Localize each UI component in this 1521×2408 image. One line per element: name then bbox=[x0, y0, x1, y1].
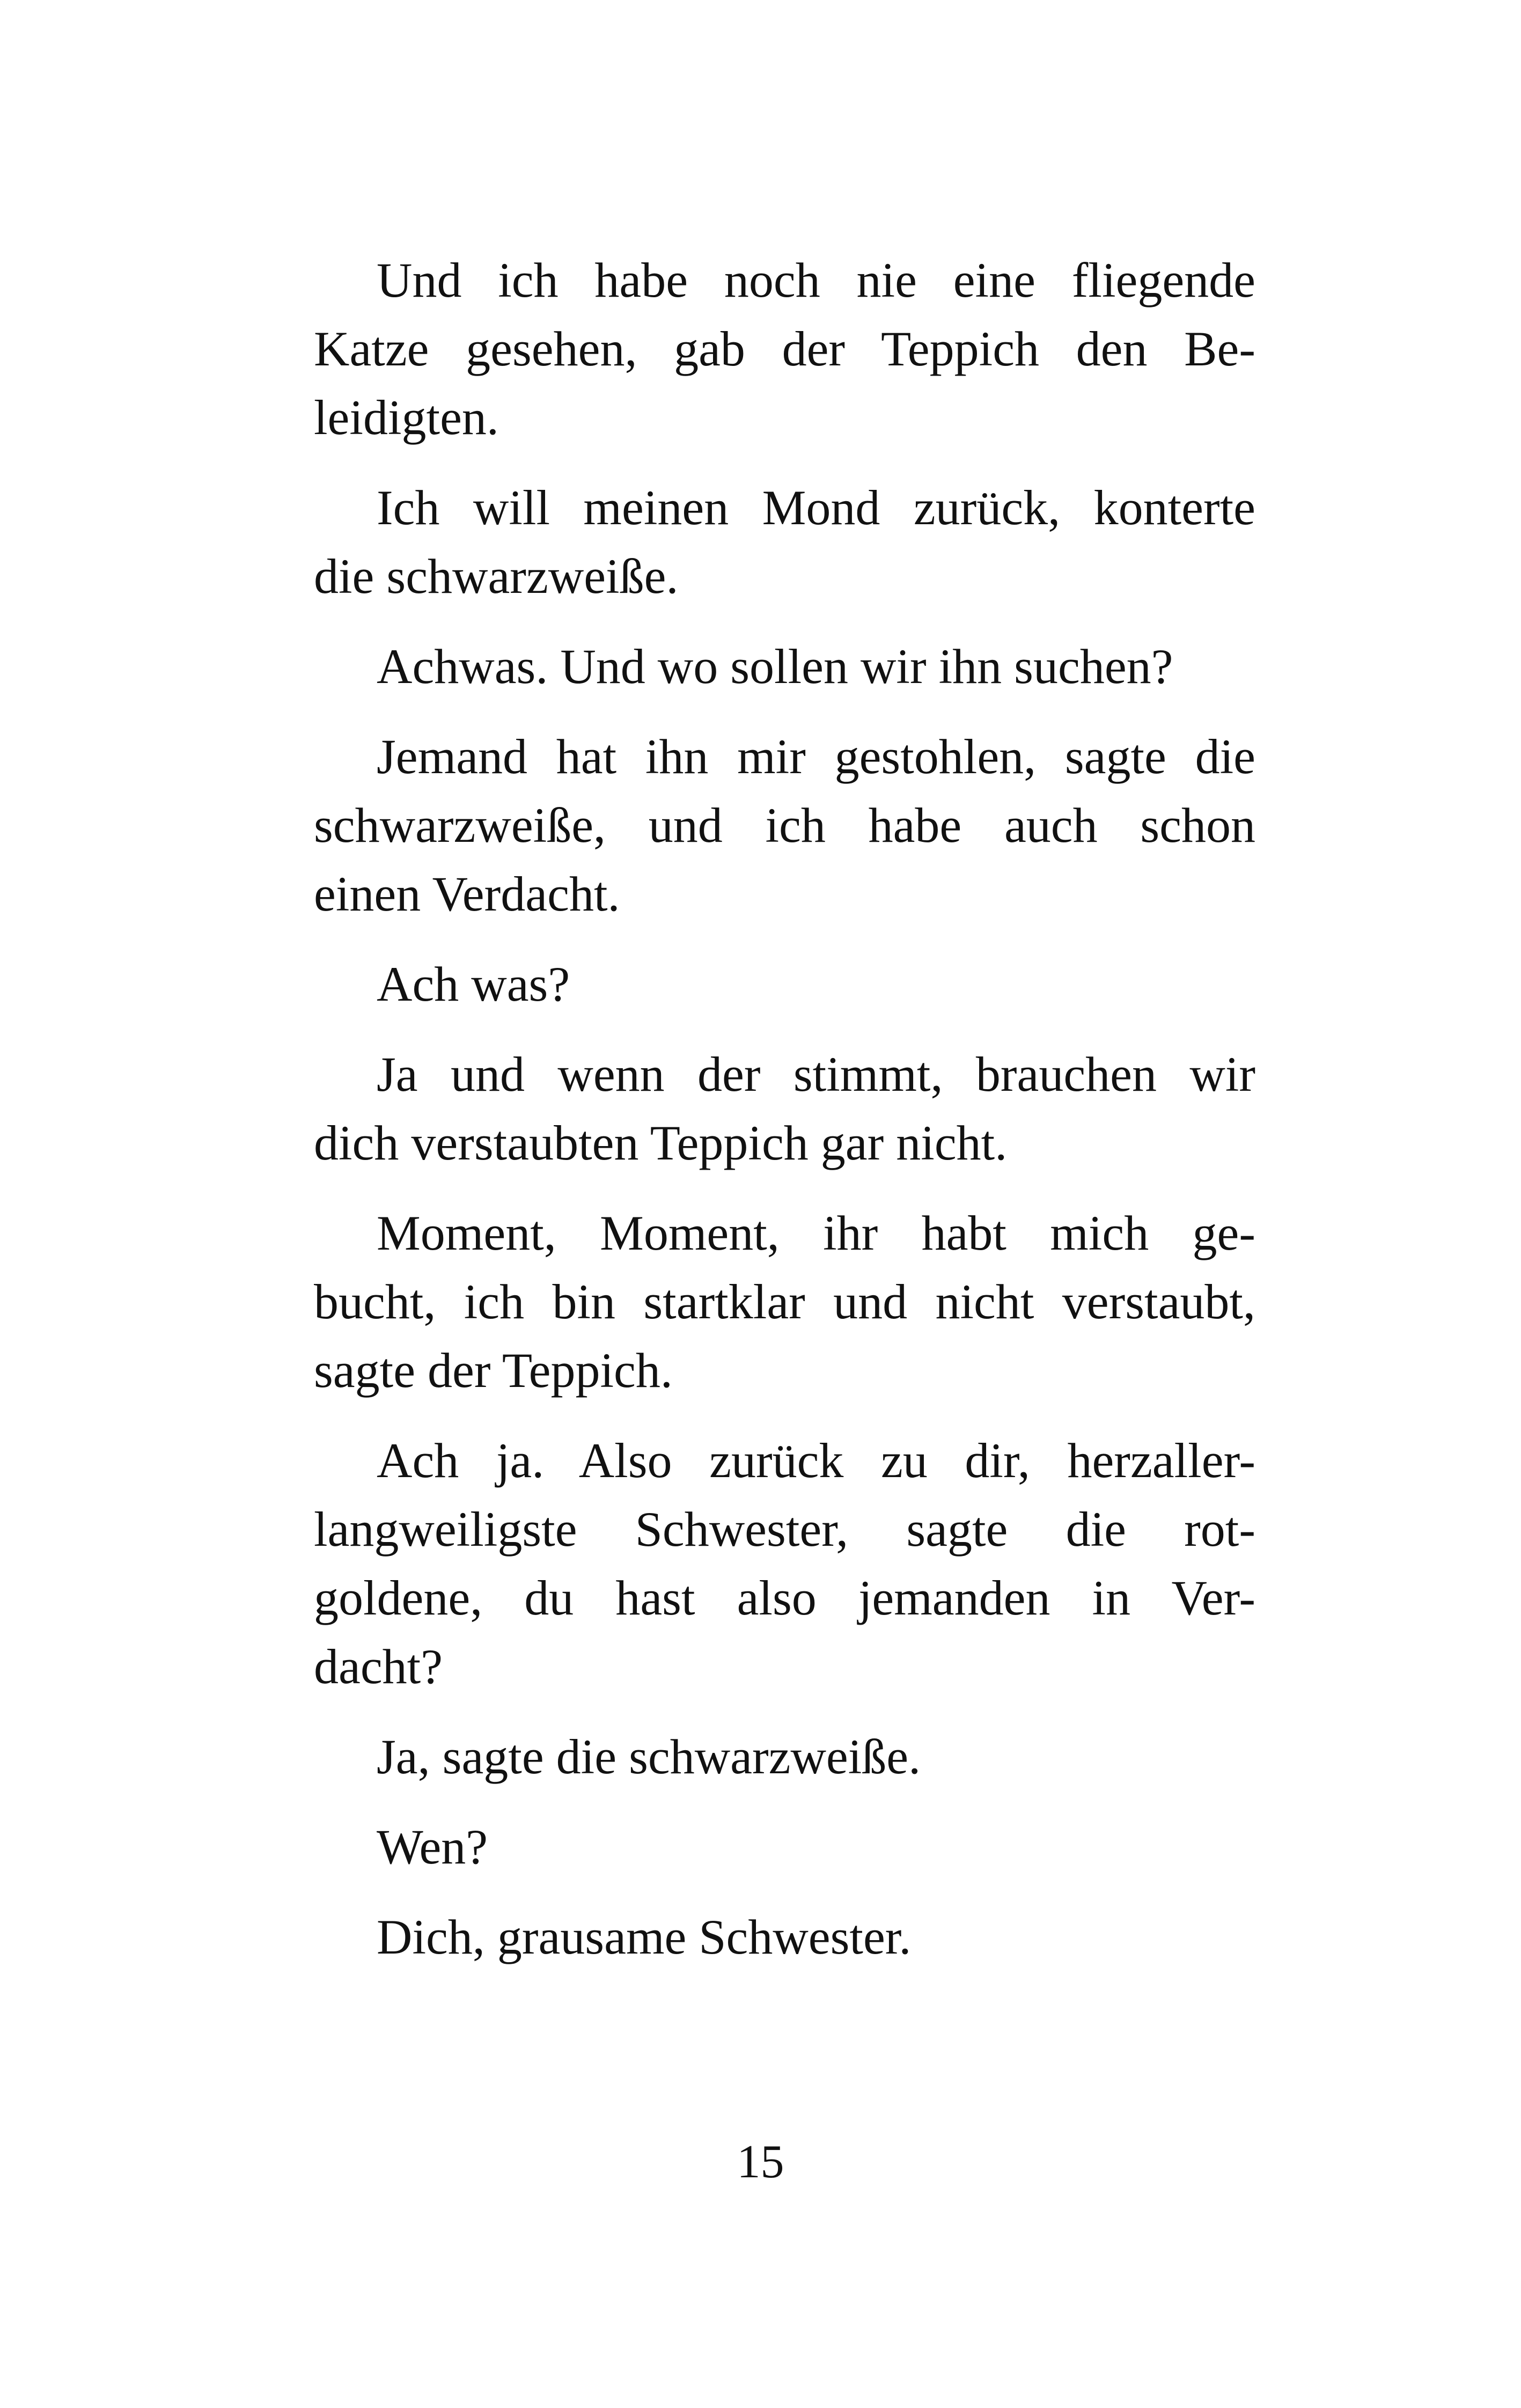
text-line: Ach ja. Also zurück zu dir, herzaller- bbox=[377, 1433, 1255, 1488]
text-line: Ja, sagte die schwarzweiße. bbox=[377, 1729, 921, 1784]
paragraph bbox=[314, 473, 1255, 611]
text-line: Wen? bbox=[377, 1819, 488, 1874]
text-line: bucht, ich bin startklar und nicht verstaubt, bbox=[314, 1274, 1255, 1329]
text-line: Dich, grausame Schwester. bbox=[377, 1910, 912, 1964]
text-line: schwarzweiße, und ich habe auch schon bbox=[314, 798, 1255, 853]
paragraph bbox=[314, 1722, 1255, 1791]
text-line: leidigten. bbox=[314, 390, 499, 445]
paragraph bbox=[314, 1903, 1255, 1971]
text-line: goldene, du hast also jemanden in Ver- bbox=[314, 1570, 1255, 1625]
text-line: sagte der Teppich. bbox=[314, 1343, 673, 1398]
page-number: 15 bbox=[737, 2136, 784, 2188]
text-line: die schwarzweiße. bbox=[314, 549, 679, 604]
text-line: Jemand hat ihn mir gestohlen, sagte die bbox=[377, 729, 1255, 784]
paragraph bbox=[314, 1040, 1255, 1177]
text-line: Ach was? bbox=[377, 957, 570, 1011]
text-line: dacht? bbox=[314, 1639, 443, 1694]
paragraph bbox=[314, 1812, 1255, 1881]
paragraph bbox=[314, 722, 1255, 928]
paragraph bbox=[314, 1199, 1255, 1405]
text-line: einen Verdacht. bbox=[314, 867, 620, 921]
text-line: langweiligste Schwester, sagte die rot- bbox=[314, 1502, 1255, 1557]
paragraph bbox=[314, 950, 1255, 1018]
text-line: Katze gesehen, gab der Teppich den Be- bbox=[314, 321, 1255, 376]
text-line: Ja und wenn der stimmt, brauchen wir bbox=[377, 1047, 1255, 1102]
paragraph bbox=[314, 632, 1255, 701]
text-line: Achwas. Und wo sollen wir ihn suchen? bbox=[377, 639, 1173, 694]
text-line: Moment, Moment, ihr habt mich ge- bbox=[377, 1206, 1255, 1260]
paragraph bbox=[314, 1426, 1255, 1701]
text-line: dich verstaubten Teppich gar nicht. bbox=[314, 1115, 1008, 1170]
paragraph bbox=[314, 246, 1255, 452]
text-line: Ich will meinen Mond zurück, konterte bbox=[377, 480, 1255, 535]
text-line: Und ich habe noch nie eine fliegende bbox=[377, 253, 1255, 307]
body-text bbox=[314, 246, 1255, 1993]
